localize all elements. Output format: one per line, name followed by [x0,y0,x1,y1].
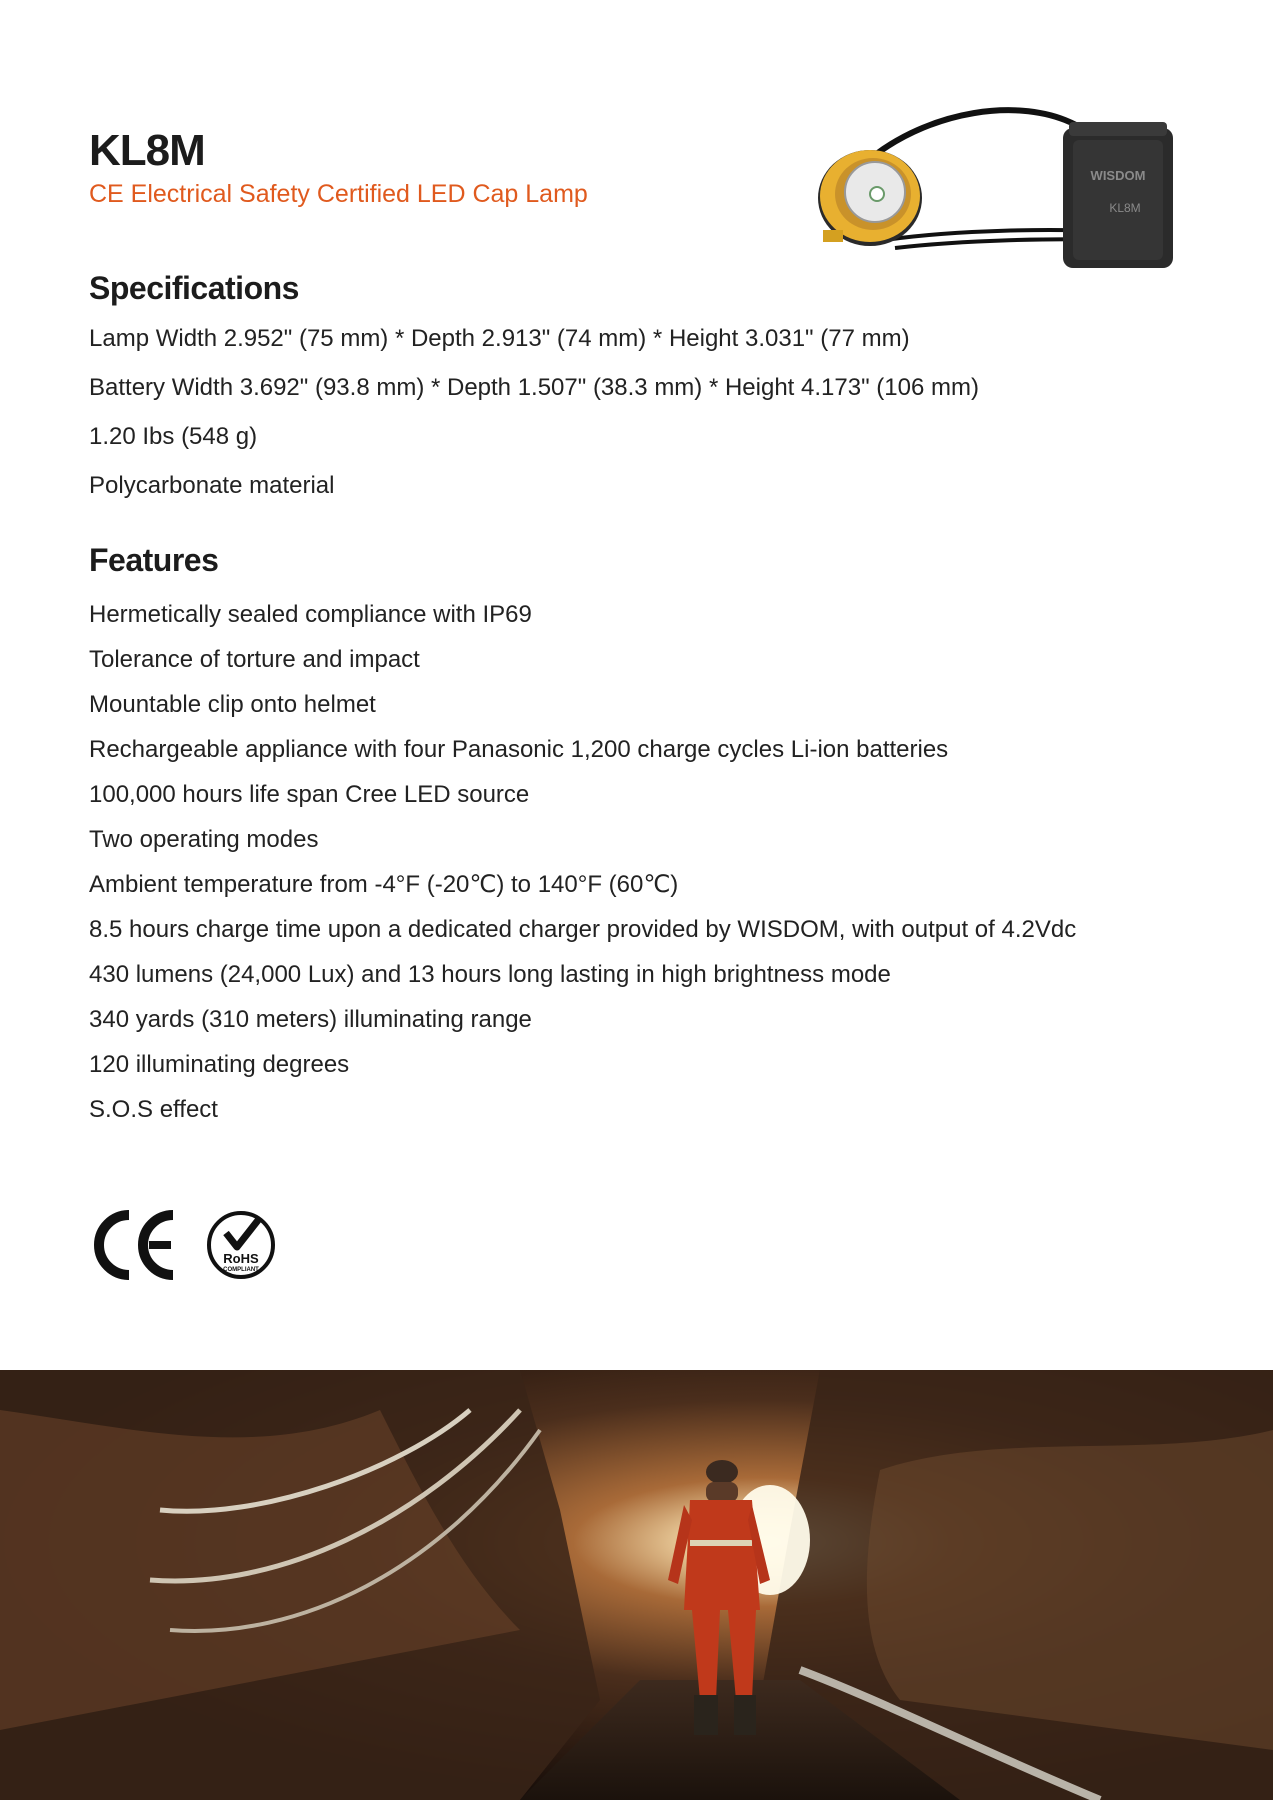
feature-item: S.O.S effect [89,1096,218,1123]
rohs-sublabel: COMPLIANT [223,1267,259,1273]
feature-item: Mountable clip onto helmet [89,691,376,718]
ce-mark-icon [99,1215,173,1275]
feature-item: 430 lumens (24,000 Lux) and 13 hours long lasting in high brightness mode [89,961,891,988]
led [870,187,884,201]
feature-item: Ambient temperature from -4°F (-20℃) to 140°F (60℃) [89,871,679,898]
product-subtitle: CE Electrical Safety Certified LED Cap Lamp [89,180,588,208]
product-title: KL8M [89,126,205,175]
feature-item: Two operating modes [89,826,319,853]
product-image [815,100,1185,275]
feature-item: Hermetically sealed compliance with IP69 [89,601,532,628]
spec-item: Polycarbonate material [89,472,335,499]
feature-item: Rechargeable appliance with four Panasonic 1,200 charge cycles Li-ion batteries [89,736,949,763]
features-heading: Features [89,542,219,578]
feature-item: 100,000 hours life span Cree LED source [89,781,530,808]
specifications-list [89,324,979,520]
mine-tunnel-photo [0,1370,1273,1800]
feature-item: 120 illuminating degrees [89,1051,350,1078]
certification-marks [89,1205,289,1285]
specifications-heading: Specifications [89,270,299,306]
battery-brand: WISDOM [1090,168,1146,183]
cable [875,110,1090,155]
spec-item: 1.20 Ibs (548 g) [89,423,258,450]
rohs-label: RoHS [223,1251,259,1266]
battery-model: KL8M [1109,201,1141,215]
feature-item: 340 yards (310 meters) illuminating range [89,1006,532,1033]
features-list [89,600,1076,1140]
feature-item: Tolerance of torture and impact [89,646,420,673]
feature-item: 8.5 hours charge time upon a dedicated charger provided by WISDOM, with output of 4.2Vdc [89,916,1077,943]
spec-item: Battery Width 3.692" (93.8 mm) * Depth 1.507" (38.3 mm) * Height 4.173" (106 mm) [89,374,979,401]
spec-item: Lamp Width 2.952" (75 mm) * Depth 2.913" (74 mm) * Height 3.031" (77 mm) [89,325,910,352]
rohs-compliant-icon [209,1213,273,1277]
